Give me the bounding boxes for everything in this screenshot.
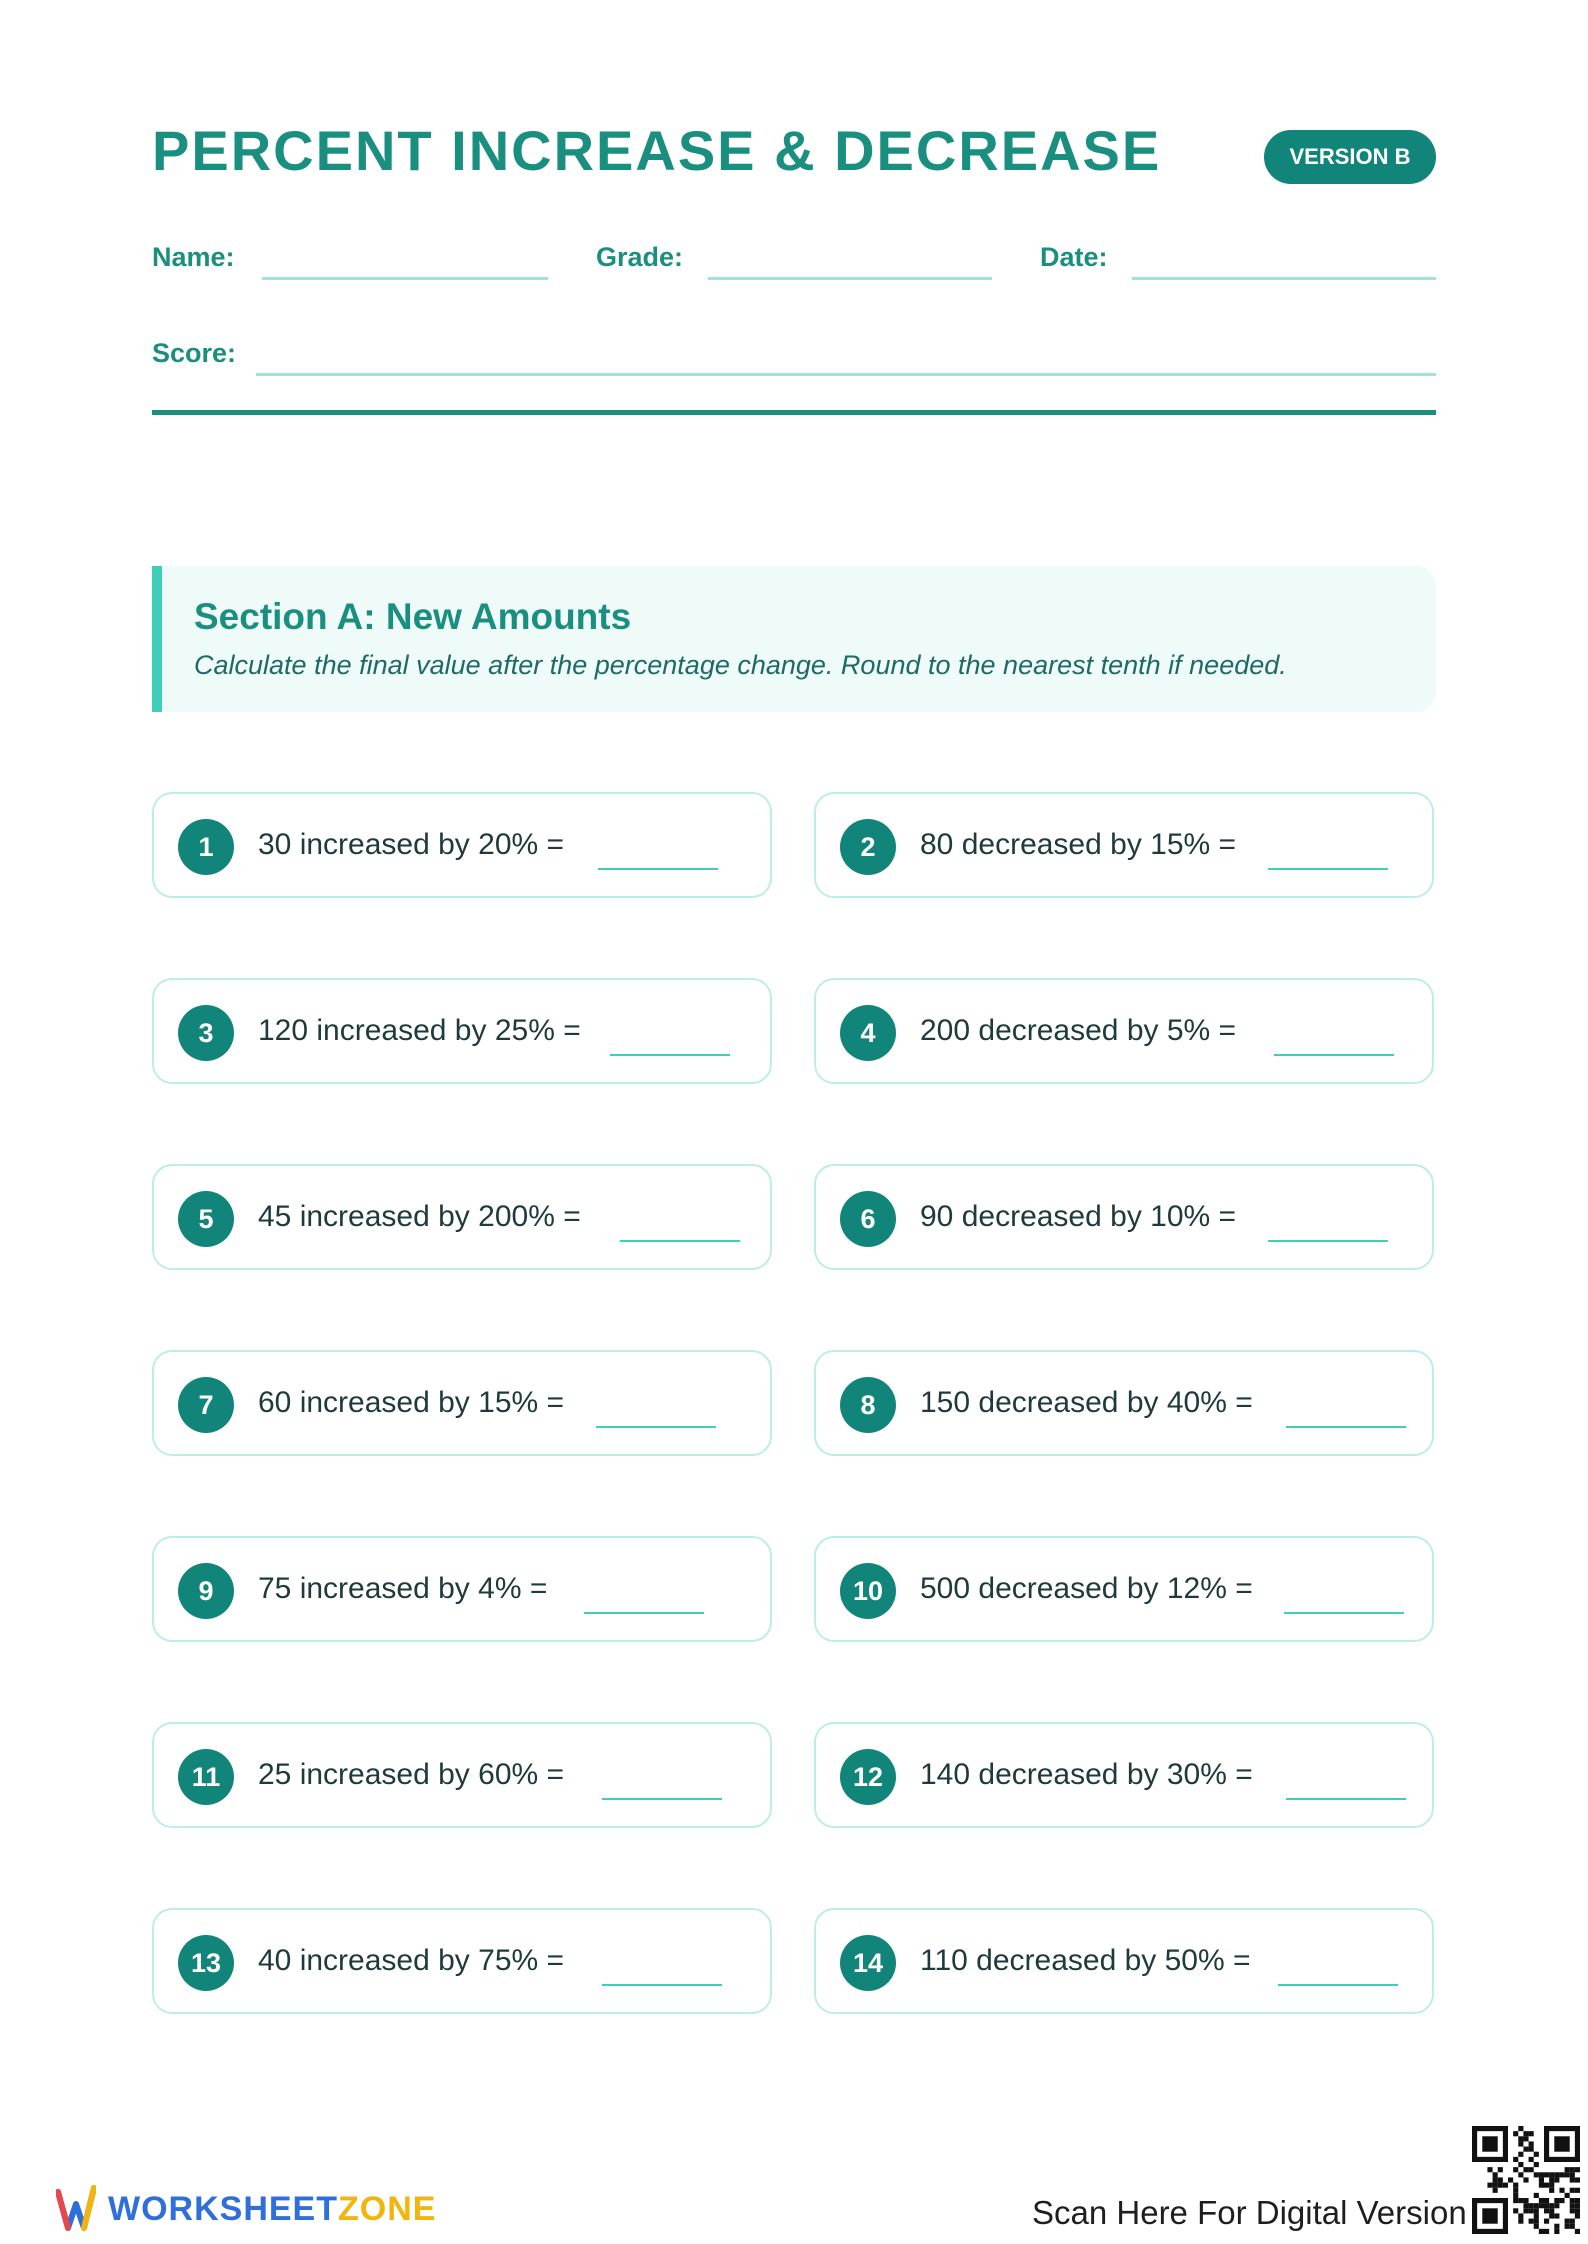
answer-blank[interactable] <box>602 1984 722 1986</box>
problem-card <box>814 978 1434 1084</box>
problem-card <box>814 1908 1434 2014</box>
section-instructions: Calculate the final value after the percentage change. Round to the nearest tenth if needed. <box>194 650 1287 680</box>
problem-text: 90 decreased by 10% = <box>920 1200 1237 1233</box>
problem-card <box>814 1722 1434 1828</box>
problem-text: 80 decreased by 15% = <box>920 828 1237 861</box>
problem-number-badge: 5 <box>178 1191 234 1247</box>
answer-blank[interactable] <box>1268 1240 1388 1242</box>
problem-text: 45 increased by 200% = <box>258 1200 581 1233</box>
problem-text: 150 decreased by 40% = <box>920 1386 1253 1419</box>
header-divider <box>152 410 1436 415</box>
problem-number-badge: 12 <box>840 1749 896 1805</box>
worksheet-title: PERCENT INCREASE & DECREASE <box>152 119 1162 182</box>
answer-blank[interactable] <box>1286 1426 1406 1428</box>
name-label: Name: <box>152 242 235 272</box>
answer-blank[interactable] <box>1278 1984 1398 1986</box>
problem-text: 30 increased by 20% = <box>258 828 565 861</box>
problem-number-badge: 14 <box>840 1935 896 1991</box>
problem-card <box>814 792 1434 898</box>
answer-blank[interactable] <box>1286 1798 1406 1800</box>
problem-number-badge: 11 <box>178 1749 234 1805</box>
problem-card <box>814 1164 1434 1270</box>
date-label: Date: <box>1040 242 1108 272</box>
brand-part-worksheet: WORKSHEET <box>108 2190 338 2228</box>
problem-card <box>152 1908 772 2014</box>
problem-number-badge: 4 <box>840 1005 896 1061</box>
problem-number-badge: 2 <box>840 819 896 875</box>
problem-number-badge: 6 <box>840 1191 896 1247</box>
problem-text: 140 decreased by 30% = <box>920 1758 1253 1791</box>
problem-text: 200 decreased by 5% = <box>920 1014 1237 1047</box>
grade-field[interactable] <box>708 277 992 280</box>
qr-code-icon[interactable] <box>1472 2126 1580 2234</box>
answer-blank[interactable] <box>1274 1054 1394 1056</box>
answer-blank[interactable] <box>584 1612 704 1614</box>
version-badge: VERSION B <box>1264 130 1436 184</box>
problem-number-badge: 9 <box>178 1563 234 1619</box>
answer-blank[interactable] <box>1284 1612 1404 1614</box>
worksheetzone-logo-icon <box>56 2184 96 2234</box>
problem-card <box>152 792 772 898</box>
problem-number-badge: 7 <box>178 1377 234 1433</box>
problem-text: 500 decreased by 12% = <box>920 1572 1253 1605</box>
score-label: Score: <box>152 338 237 368</box>
grade-label: Grade: <box>596 242 684 272</box>
answer-blank[interactable] <box>620 1240 740 1242</box>
date-field[interactable] <box>1132 277 1436 280</box>
answer-blank[interactable] <box>598 868 718 870</box>
problem-text: 120 increased by 25% = <box>258 1014 581 1047</box>
problem-number-badge: 1 <box>178 819 234 875</box>
problem-text: 110 decreased by 50% = <box>920 1944 1251 1977</box>
section-a-banner <box>152 566 1436 712</box>
answer-blank[interactable] <box>596 1426 716 1428</box>
problem-card <box>152 1350 772 1456</box>
brand-part-zone: ZONE <box>338 2190 437 2228</box>
problem-text: 75 increased by 4% = <box>258 1572 548 1605</box>
answer-blank[interactable] <box>1268 868 1388 870</box>
problem-card <box>814 1350 1434 1456</box>
problem-number-badge: 3 <box>178 1005 234 1061</box>
problem-card <box>152 978 772 1084</box>
problem-card <box>152 1722 772 1828</box>
answer-blank[interactable] <box>610 1054 730 1056</box>
score-field[interactable] <box>256 373 1436 376</box>
problem-text: 40 increased by 75% = <box>258 1944 565 1977</box>
problem-number-badge: 13 <box>178 1935 234 1991</box>
name-field[interactable] <box>262 277 548 280</box>
problem-number-badge: 10 <box>840 1563 896 1619</box>
brand-name <box>108 2190 436 2229</box>
section-title: Section A: New Amounts <box>194 596 632 637</box>
problem-card <box>814 1536 1434 1642</box>
problem-text: 25 increased by 60% = <box>258 1758 565 1791</box>
problem-number-badge: 8 <box>840 1377 896 1433</box>
problem-card <box>152 1164 772 1270</box>
problem-card <box>152 1536 772 1642</box>
answer-blank[interactable] <box>602 1798 722 1800</box>
problem-text: 60 increased by 15% = <box>258 1386 565 1419</box>
scan-caption: Scan Here For Digital Version <box>1032 2194 1467 2231</box>
